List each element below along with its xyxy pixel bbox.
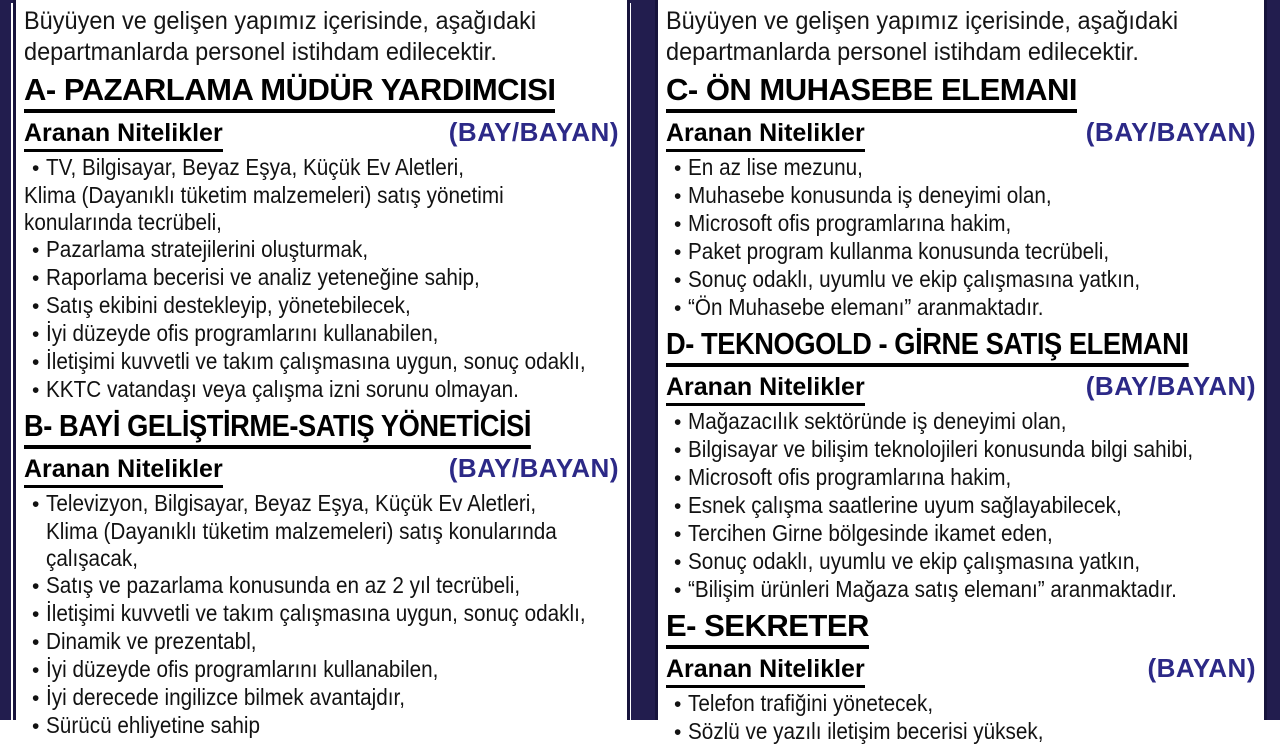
- bullet-line: [666, 492, 1256, 520]
- bullet-line: [24, 376, 619, 404]
- list-item: [24, 628, 619, 656]
- bullet-line: [24, 656, 619, 684]
- list-item: [666, 492, 1256, 520]
- bullet-text: Esnek çalışma saatlerine uyum sağlayabilecek,: [688, 492, 1122, 518]
- bullet-icon: •: [674, 467, 682, 490]
- bullet-line: [24, 264, 619, 292]
- section-subheader-row: [666, 371, 1256, 406]
- bullet-text: Dinamik ve prezentabl,: [46, 628, 257, 654]
- bullet-text: Satış ekibini destekleyip, yönetebilecek,: [46, 292, 411, 318]
- list-item: [666, 576, 1256, 604]
- intro-paragraph: [24, 6, 619, 68]
- bullet-text-continuation: Klima (Dayanıklı tüketim malzemeleri) satış yönetimi: [24, 182, 504, 208]
- list-item: [666, 154, 1256, 182]
- list-item: [666, 520, 1256, 548]
- required-qualifications-label: Aranan Nitelikler: [24, 454, 223, 488]
- list-item: [24, 154, 619, 236]
- section-title: A- PAZARLAMA MÜDÜR YARDIMCISI: [24, 72, 555, 113]
- bullet-icon: •: [674, 185, 682, 208]
- bullet-icon: •: [32, 631, 40, 654]
- bullet-icon: •: [32, 687, 40, 710]
- bullet-text: Microsoft ofis programlarına hakim,: [688, 210, 1012, 236]
- bullet-text: “Bilişim ürünleri Mağaza satış elemanı” aranmaktadır.: [688, 576, 1177, 602]
- list-item: [24, 376, 619, 404]
- bullet-icon: •: [32, 379, 40, 402]
- gender-requirement-label: (BAY/BAYAN): [448, 117, 619, 147]
- bullet-icon: •: [32, 323, 40, 346]
- bullet-icon: •: [674, 721, 682, 744]
- gender-requirement-label: (BAYAN): [1147, 653, 1256, 683]
- bullet-text: Sonuç odaklı, uyumlu ve ekip çalışmasına yatkın,: [688, 266, 1141, 292]
- bullet-text: Sürücü ehliyetine sahip: [46, 712, 261, 738]
- bullet-text-continuation: çalışacak,: [46, 545, 139, 571]
- list-item: [24, 292, 619, 320]
- frame-bar-middle: [631, 0, 655, 720]
- bullet-icon: •: [674, 579, 682, 602]
- bullet-line: [666, 210, 1256, 238]
- required-qualifications-label: Aranan Nitelikler: [666, 654, 865, 688]
- list-item: [24, 712, 619, 740]
- bullet-line: [24, 320, 619, 348]
- section-title-row: [666, 72, 1256, 113]
- intro-line: departmanlarda personel istihdam edilecektir.: [24, 38, 497, 66]
- bullet-icon: •: [674, 241, 682, 264]
- bullet-line: [666, 548, 1256, 576]
- section-title: C- ÖN MUHASEBE ELEMANI: [666, 72, 1077, 113]
- bullet-line: [666, 294, 1256, 322]
- bullet-text: İyi derecede ingilizce bilmek avantajdır,: [46, 684, 405, 710]
- bullet-text-continuation: konularında tecrübeli,: [24, 209, 222, 235]
- bullet-line: [666, 576, 1256, 604]
- list-item: [666, 690, 1256, 718]
- bullet-text: Bilgisayar ve bilişim teknolojileri konusunda bilgi sahibi,: [688, 436, 1194, 462]
- bullet-line: [666, 182, 1256, 210]
- bullet-text: Pazarlama stratejilerini oluşturmak,: [46, 236, 369, 262]
- intro-line: departmanlarda personel istihdam edilecektir.: [666, 38, 1139, 66]
- list-item: [666, 182, 1256, 210]
- bullet-icon: •: [674, 495, 682, 518]
- qualification-list: [666, 154, 1256, 322]
- bullet-line: [666, 266, 1256, 294]
- bullet-icon: •: [32, 239, 40, 262]
- bullet-text: “Ön Muhasebe elemanı” aranmaktadır.: [688, 294, 1044, 320]
- section-title: E- SEKRETER: [666, 608, 869, 649]
- bullet-icon: •: [674, 269, 682, 292]
- bullet-icon: •: [32, 351, 40, 374]
- bullet-line: [666, 520, 1256, 548]
- bullet-line: [24, 490, 619, 518]
- bullet-text: Televizyon, Bilgisayar, Beyaz Eşya, Küçük Ev Aletleri,: [46, 490, 537, 516]
- bullet-line: [24, 600, 619, 628]
- bullet-text: İyi düzeyde ofis programlarını kullanabilen,: [46, 320, 439, 346]
- bullet-line: [666, 408, 1256, 436]
- section-subheader-row: [24, 453, 619, 488]
- section-subheader-row: [666, 117, 1256, 152]
- list-item: [666, 464, 1256, 492]
- left-column-panel: [13, 0, 630, 738]
- list-item: [666, 210, 1256, 238]
- qualification-list: [666, 408, 1256, 604]
- bullet-text: Tercihen Girne bölgesinde ikamet eden,: [688, 520, 1053, 546]
- bullet-icon: •: [674, 411, 682, 434]
- gender-requirement-label: (BAY/BAYAN): [1085, 371, 1256, 401]
- intro-line: Büyüyen ve gelişen yapımız içerisinde, aşağıdaki: [666, 7, 1179, 35]
- bullet-icon: •: [674, 297, 682, 320]
- bullet-icon: •: [32, 267, 40, 290]
- bullet-line: [24, 348, 619, 376]
- section-subheader-row: [24, 117, 619, 152]
- bullet-text: Satış ve pazarlama konusunda en az 2 yıl tecrübeli,: [46, 572, 521, 598]
- list-item: [24, 490, 619, 572]
- bullet-text: Muhasebe konusunda iş deneyimi olan,: [688, 182, 1052, 208]
- bullet-text: Microsoft ofis programlarına hakim,: [688, 464, 1012, 490]
- bullet-text: Paket program kullanma konusunda tecrübeli,: [688, 238, 1110, 264]
- qualification-list: [24, 490, 619, 740]
- bullet-line: [666, 690, 1256, 718]
- required-qualifications-label: Aranan Nitelikler: [666, 118, 865, 152]
- bullet-line: [666, 436, 1256, 464]
- bullet-icon: •: [32, 603, 40, 626]
- bullet-line: [666, 464, 1256, 492]
- bullet-text: Mağazacılık sektöründe iş deneyimi olan,: [688, 408, 1067, 434]
- list-item: [24, 600, 619, 628]
- section-title-row: [666, 326, 1256, 367]
- list-item: [24, 656, 619, 684]
- list-item: [666, 238, 1256, 266]
- bullet-text: Sözlü ve yazılı iletişim becerisi yüksek,: [688, 718, 1044, 744]
- bullet-icon: •: [674, 439, 682, 462]
- list-item: [666, 548, 1256, 576]
- bullet-text: İletişimi kuvvetli ve takım çalışmasına uygun, sonuç odaklı,: [46, 348, 586, 374]
- bullet-icon: •: [674, 693, 682, 716]
- bullet-icon: •: [32, 157, 40, 180]
- bullet-line: [666, 718, 1256, 746]
- list-item: [666, 408, 1256, 436]
- qualification-list: [666, 690, 1256, 746]
- bullet-line: [666, 154, 1256, 182]
- bullet-text: En az lise mezunu,: [688, 154, 863, 180]
- bullet-line: [666, 238, 1256, 266]
- section-title-row: [24, 72, 619, 113]
- gender-requirement-label: (BAY/BAYAN): [448, 453, 619, 483]
- bullet-line: [24, 572, 619, 600]
- bullet-text: İyi düzeyde ofis programlarını kullanabilen,: [46, 656, 439, 682]
- bullet-line: [24, 154, 619, 182]
- gender-requirement-label: (BAY/BAYAN): [1085, 117, 1256, 147]
- required-qualifications-label: Aranan Nitelikler: [666, 372, 865, 406]
- list-item: [24, 684, 619, 712]
- list-item: [24, 572, 619, 600]
- bullet-text: KKTC vatandaşı veya çalışma izni sorunu olmayan.: [46, 376, 519, 402]
- bullet-line: [24, 684, 619, 712]
- bullet-line: [24, 236, 619, 264]
- bullet-icon: •: [32, 493, 40, 516]
- list-item: [666, 294, 1256, 322]
- bullet-line: [24, 292, 619, 320]
- section-title-row: [24, 408, 619, 449]
- bullet-text: TV, Bilgisayar, Beyaz Eşya, Küçük Ev Aletleri,: [46, 154, 465, 180]
- bullet-icon: •: [674, 157, 682, 180]
- intro-paragraph: [666, 6, 1256, 68]
- section-title: B- BAYİ GELİŞTİRME-SATIŞ YÖNETİCİSİ: [24, 408, 531, 449]
- list-item: [666, 436, 1256, 464]
- bullet-line: [24, 712, 619, 740]
- right-column-panel: [655, 0, 1267, 744]
- list-item: [24, 348, 619, 376]
- bullet-icon: •: [32, 715, 40, 738]
- list-item: [666, 266, 1256, 294]
- bullet-icon: •: [32, 575, 40, 598]
- bullet-text: Telefon trafiğini yönetecek,: [688, 690, 934, 716]
- list-item: [24, 264, 619, 292]
- intro-line: Büyüyen ve gelişen yapımız içerisinde, aşağıdaki: [24, 7, 537, 35]
- section-subheader-row: [666, 653, 1256, 688]
- bullet-icon: •: [32, 659, 40, 682]
- qualification-list: [24, 154, 619, 404]
- list-item: [666, 718, 1256, 746]
- bullet-text: İletişimi kuvvetli ve takım çalışmasına uygun, sonuç odaklı,: [46, 600, 586, 626]
- bullet-icon: •: [674, 213, 682, 236]
- section-title: D- TEKNOGOLD - GİRNE SATIŞ ELEMANI: [666, 326, 1189, 367]
- frame-bar-right: [1267, 0, 1280, 720]
- bullet-text-continuation: Klima (Dayanıklı tüketim malzemeleri) satış konularında: [46, 518, 557, 544]
- bullet-icon: •: [674, 551, 682, 574]
- bullet-icon: •: [32, 295, 40, 318]
- frame-bar-left: [0, 0, 11, 720]
- required-qualifications-label: Aranan Nitelikler: [24, 118, 223, 152]
- list-item: [24, 236, 619, 264]
- bullet-line: [24, 628, 619, 656]
- bullet-icon: •: [674, 523, 682, 546]
- bullet-text: Sonuç odaklı, uyumlu ve ekip çalışmasına yatkın,: [688, 548, 1141, 574]
- list-item: [24, 320, 619, 348]
- section-title-row: [666, 608, 1256, 649]
- bullet-text: Raporlama becerisi ve analiz yeteneğine sahip,: [46, 264, 480, 290]
